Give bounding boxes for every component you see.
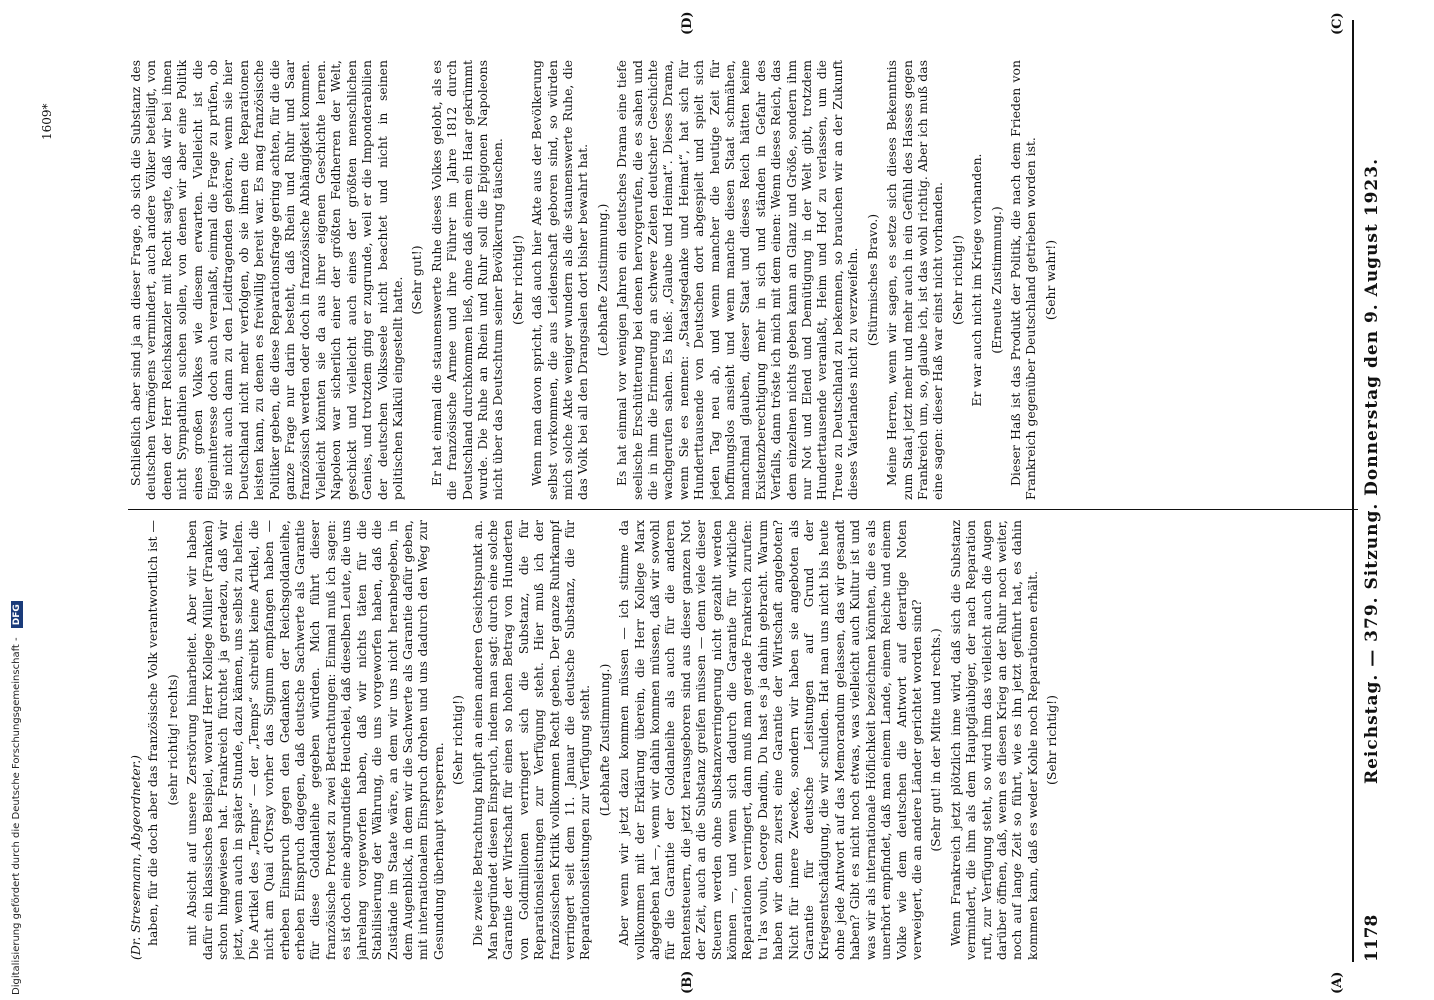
- right-paragraph: Er war auch nicht im Kriege vorhanden.: [969, 153, 985, 407]
- right-interjection: (Erneute Zustimmung.): [988, 206, 1004, 354]
- right-paragraph: Es hat einmal vor wenigen Jahren ein deutsches Drama eine tiefe seelische Erschütterung bei denen hervorgerufen, die es sahen und die in ihm die Erinnerung an schwere Zeiten deutscher Geschichte wachgerufen sahen. Es hieß: „Glaube und Heimat“. Dieses Drama, wenn Sie es nennen: „Staatsgedanke und Heimat“, hat sich für Hunderttausende von Deutschen dort abgespielt und spielt sich jeden Tag neu ab, und wenn mancher die heutige Zeit für hoffnungslos ansieht und wenn manche diesen Staat schmähen, manchmal glauben, dieser Staat und dieses Reich hätten keine Existenzberechtigung mehr in sich und ständen in Gefahr des Verfalls, dann tröste ich mich mit dem einen: Wenn dieses Reich, das dem einzelnen nichts geben kann an Glanz und Größe, sondern ihm nur Not und Elend und Demütigung in der Welt gibt, trotzdem Hunderttausende veranlaßt, Heim und Hof zu verlassen, um die Treue zu Deutschland zu bekennen, so brauchen wir an der Zukunft dieses Vaterlandes nicht zu verzweifeln.: [614, 60, 861, 500]
- header-rule: [1352, 20, 1354, 962]
- right-interjection: (Stürmisches Bravo.): [864, 213, 880, 347]
- right-interjection: (Sehr richtig!): [509, 235, 525, 325]
- left-paragraph: Aber wenn wir jetzt dazu kommen müssen — ich stimme da vollkommen mit der Erklärung überein, die Herr Kollege Marx abgegeben hat —, wenn wir dahin kommen müssen, daß wir sowohl für die Garantie der Goldanleihe als auch für die anderen Rentensteuern, die jetzt herausgeboren sind aus dieser ganzen Not der Zeit, auch an die Substanz greifen müssen — denn viele dieser Steuern werden ohne Substanzverringerung nicht gezahlt werden können —, und wenn sich dadurch die Garantie für wirkliche Reparationen verringert, dann muß man gerade Frankreich zurufen: tu l'as voulu, George Dandin, Du hast es ja dahin gebracht. Warum haben wir denn zuerst eine Garantie der Wirtschaft angeboten? Nicht für innere Zwecke, sondern wir haben sie angeboten als Garantie für deutsche Leistungen auf Grund der Kriegsentschädigung, die wir schulden. Hat man uns nicht bis heute ohne jede Antwort auf das Memorandum gelassen, das wir gesandt haben? Gibt es nicht noch etwas, was vielleicht auch Kultur ist und was wir als internationale Höflichkeit bezeichnen könnten, die es als unerhört empfindet, daß man einem Lande, einem Reiche und einem Volke wie dem deutschen die Antwort auf derartige Noten verweigert, die an andere Länder gerichtet worden sind?: [616, 520, 924, 960]
- left-interjection: (Lebhafte Zustimmung.): [596, 663, 612, 817]
- right-interjection: (Sehr gut!): [409, 245, 425, 315]
- right-column: [128, 60, 1348, 500]
- right-paragraph: Schließlich aber sind ja an dieser Frage, ob sich die Substanz des deutschen Vermögens vermindert, auch andere Völker beteiligt, von denen der Herr Reichskanzler mit Recht sagte, daß wir bei ihnen nicht Sympathien suchen sollen, von denen wir aber eine Politik eines großen Volkes wie diesem erwarten. Vielleicht ist die Eigeninteresse doch auch veranlaßt, einmal die Frage zu prüfen, ob sie nicht auch dann zu den Leidtragenden gehören, wenn sie hier Deutschland nicht mehr verfolgen, ob sie ihnen die Reparationen leisten kann, zu denen es freiwillig bereit war. Es mag französische Politiker geben, die diese Reparationsfrage gering achten, für die die ganze Frage nur darin besteht, daß Rhein und Ruhr und Saar französisch werden oder doch in französische Abhängigkeit kommen. Vielleicht könnten sie da aus ihrer eigenen Geschichte lernen. Napoleon war sicherlich einer der größten Feldherren der Welt, geschickt und vielleicht auch eines der größten menschlichen Genies, und trotzdem ging er zugrunde, weil er die Imponderabilien der deutschen Volksseele nicht beachtet und nicht in seinen politischen Kalkül eingestellt hatte.: [128, 60, 405, 500]
- margin-marker-d: (D): [680, 11, 695, 35]
- right-paragraph: Meine Herren, wenn wir sagen, es setze sich dieses Bekenntnis zum Staat jetzt mehr und mehr auch in ein Gefühl des Hasses gegen Frankreich um, so, glaube ich, ist das wohl richtig. Aber ich muß das eine sagen: dieser Haß war einst nicht vorhanden.: [884, 60, 946, 500]
- margin-marker-a: (A): [1330, 971, 1345, 994]
- left-paragraph: Wenn Frankreich jetzt plötzlich inne wird, daß sich die Substanz vermindert, die ihm als dem Hauptgläubiger, der nach Reparation ruft, zur Verfügung steht, so wird ihm das vielleicht auch die Augen darüber öffnen, daß, wenn es diesen Krieg an der Ruhr noch weiter, noch auf lange Zeit so führt, wie es ihn jetzt geführt hat, es dahin kommen kann, daß es weder Kohle noch Reparationen erhält.: [947, 520, 1040, 960]
- digitization-credit: Digitalisierung gefördert durch die Deutsche Forschungsgemeinschaft -: [11, 637, 22, 995]
- left-interjection: (sehr richtig! rechts): [164, 674, 180, 806]
- page-header: [1358, 20, 1386, 962]
- left-paragraph: mit Absicht auf unsere Zerstörung hinarbeitet. Aber wir haben dafür ein klassisches Beispiel, worauf Herr Kollege Müller (Franken) schon hingewiesen hat. Frankreich fürchtet ja geradezu, daß wir jetzt, wenn auch in später Stunde, dazu kämen, uns selbst zu helfen. Die Artikel des „Temps“ — der „Temps“ schreibt keine Artikel, die nicht am Quai d'Orsay vorher das Signum empfangen haben — erheben Einspruch gegen den Gedanken der Reichsgoldanleihe, erheben Einspruch dagegen, daß deutsche Sachwerte als Garantie für diese Goldanleihe gegeben würden. Mich führt dieser französische Protest zu zwei Betrachtungen: Einmal muß ich sagen: es ist doch eine abgrundtiefe Heuchelei, daß dieselben Leute, die uns jahrelang vorgeworfen haben, daß wir nichts täten für die Stabilisierung der Währung, die uns vorgeworfen haben, daß die Zustände im Staate wäre, an dem wir uns nicht heranbegeben, in dem Augenblick, in dem wir die Sachwerte als Garantie dafür geben, mit internationalem Einspruch drohen und uns dadurch den Weg zur Gesundung überhaupt versperren.: [184, 520, 446, 960]
- column-separator: [128, 509, 1358, 510]
- left-interjection: (Sehr richtig!): [1044, 695, 1060, 785]
- page-title: Reichstag. — 379. Sitzung. Donnerstag den 9. August 1923.: [1362, 157, 1382, 785]
- right-interjection: (Sehr wahr!): [1042, 239, 1058, 321]
- speaker-byline: (Dr. Stresemann, Abgeordneter.): [128, 754, 143, 960]
- side-note: [4, 601, 23, 995]
- left-interjection: (Sehr gut! in der Mitte und rechts.): [928, 628, 944, 852]
- dfg-logo: DFG: [11, 601, 23, 628]
- left-paragraph: haben, für die doch aber das französische Volk verantwortlich ist —: [145, 520, 161, 946]
- margin-marker-b: (B): [680, 970, 695, 994]
- right-paragraph: Er hat einmal die staunenswerte Ruhe dieses Volkes gelobt, als es die französische Armee und ihre Führer im Jahre 1812 durch Deutschland durchkommen ließ, ohne daß einem ein Haar gekrümmt wurde. Die Ruhe an Rhein und Ruhr soll die Epigonen Napoleons nicht über das Deutschtum seiner Bevölkerung täuschen.: [428, 60, 506, 500]
- left-interjection: (Sehr richtig!): [450, 695, 466, 785]
- right-paragraph: Wenn man davon spricht, daß auch hier Akte aus der Bevölkerung selbst vorkommen, die aus Leidenschaft geboren sind, so würden mich solche Akte weniger wundern als die staunenswerte Ruhe, die das Volk bei all den Drangsalen dort bisher bewahrt hat.: [529, 60, 591, 500]
- margin-marker-c: (C): [1330, 12, 1345, 35]
- right-interjection: (Lebhafte Zustimmung.): [594, 203, 610, 357]
- page-number-left: 1178: [1362, 914, 1382, 962]
- right-interjection: (Sehr richtig!): [949, 235, 965, 325]
- right-paragraph: Dieser Haß ist das Produkt der Politik, die nach dem Frieden von Frankreich gegenüber Deutschland getrieben worden ist.: [1007, 60, 1039, 500]
- folio-number: 1609*: [40, 103, 54, 140]
- left-column: [128, 520, 1348, 960]
- left-paragraph: Die zweite Betrachtung knüpft an einen anderen Gesichtspunkt an. Man begründet diesen Einspruch, indem man sagt: durch eine solche Garantie der Wirtschaft für einen so hohen Betrag von Hunderten von Goldmillionen verringert sich die Substanz, die für Reparationsleistungen zur Verfügung steht. Hier muß ich der französischen Kritik vollkommen Recht geben. Der ganze Ruhrkampf verringert seit dem 11. Januar die deutsche Substanz, die für Reparationsleistungen zur Verfügung steht.: [469, 520, 593, 960]
